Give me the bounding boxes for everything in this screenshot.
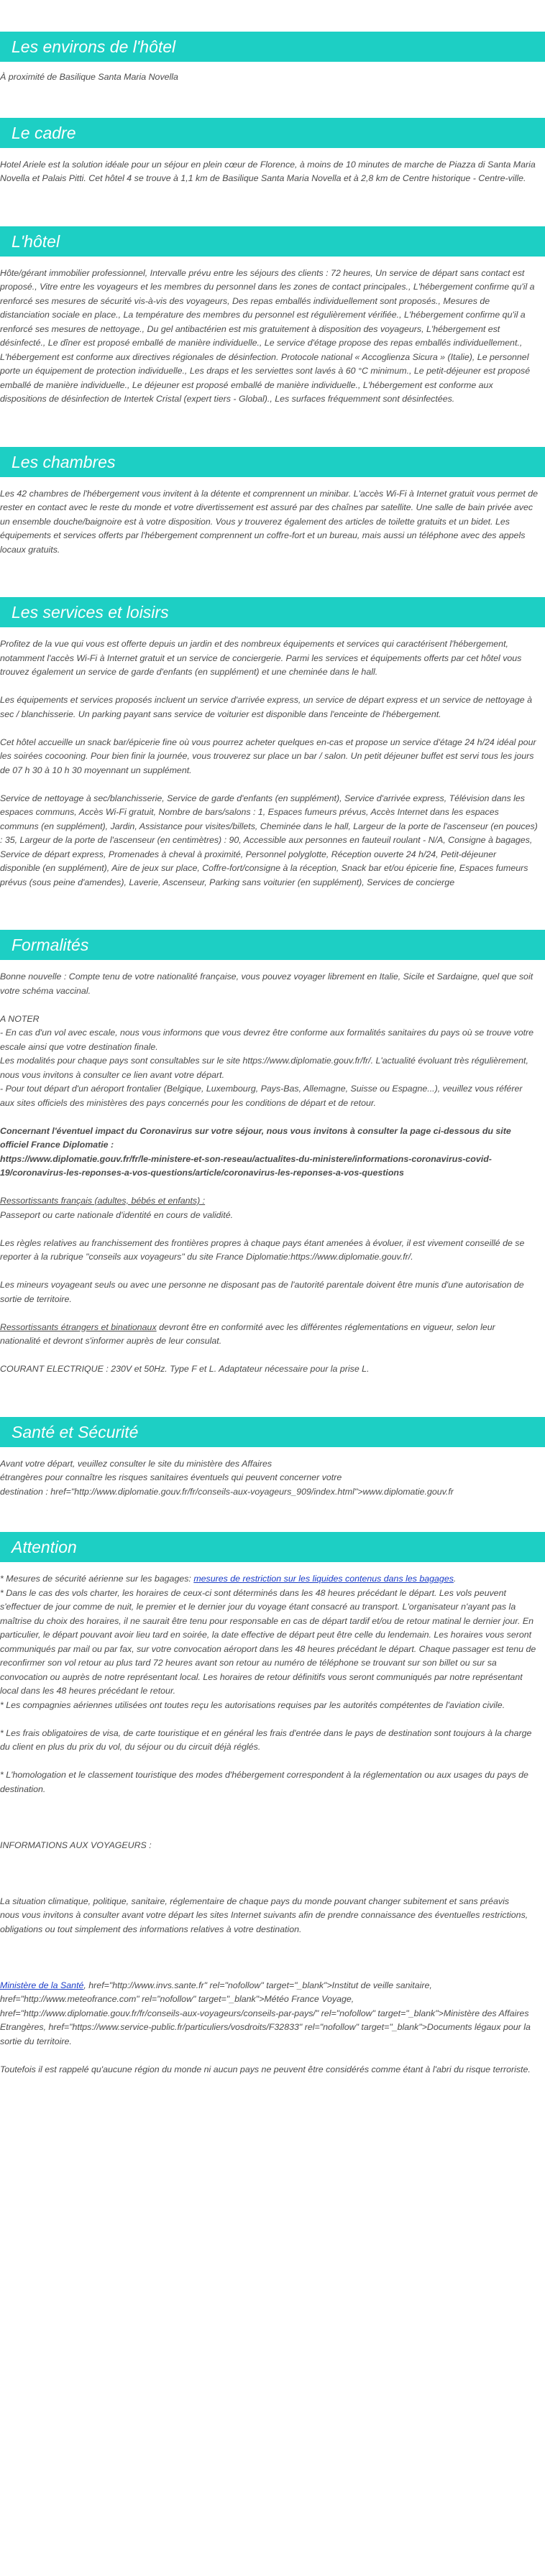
formalites-foreign-title: Ressortissants étrangers et binationaux [0,1321,157,1332]
formalites-fr-text: Passeport ou carte nationale d'identité en cours de validité. [0,1209,234,1220]
attention-paragraph-5: La situation climatique, politique, sanitaire, réglementaire de chaque pays du monde pouvant changer subitement et sans préavis nous vous invitons à consulter avant votre départ les sites Internet suivants afin de prendre connaissance des éventuelles restrictions, obligations ou tout simplement des informations relatives à votre destination. [0,1896,528,1934]
section-text: À proximité de Basilique Santa Maria Novella [0,72,178,82]
section-environs [0,32,545,114]
services-paragraph-4: Service de nettoyage à sec/blanchisserie, Service de garde d'enfants (en supplément), Service d'arrivée express, Télévision dans les espaces communs, Accès Wi-Fi gratuit, Nombre de bars/salons : 1, Espaces fumeurs prévus, Accès Internet dans les espaces communs (en supplément), Jardin, Assistance pour visites/billets, Cheminée dans le hall, Largeur de la porte de l'ascenseur (en pouces) : 35, Largeur de la porte de l'ascenseur (en centimètres) : 90, Accessible aux personnes en fauteuil roulant - N/A, Consigne à bagages, Service de départ express, Promenades à cheval à proximité, Personnel polyglotte, Réception ouverte 24 h/24, Petit-déjeuner disponible (en supplément), Aire de jeux sur place, Coffre-fort/consigne à la réception, Snack bar et/ou épicerie fine, Espaces fumeurs prévus (sous peine d'amendes), Laverie, Ascenseur, Parking sans voiturier (en supplément), Services de concierge [0,793,541,887]
section-chambres [0,447,545,594]
section-title: Attention [0,1532,545,1562]
section-title: Le cadre [0,118,545,148]
section-title: Les services et loisirs [0,597,545,627]
formalites-rules: Les règles relatives au franchissement des frontières propres à chaque pays étant amenées à évoluer, il est vivement conseillé de se reporter à la rubrique "conseils aux voyageurs" du site France Diplomatie:https://www.diplomatie.gouv.fr/. [0,1237,527,1262]
attention-p6-rest: , href="http://www.invs.sante.fr" rel="nofollow" target="_blank">Institut de veille sanitaire, href="http://www.meteofrance.com" rel="nofollow" target="_blank">Météo France Voyage, href="http://www.diplomatie.gouv.fr/fr/conseils-aux-voyageurs/conseils-par-pays/" rel="nofollow" target="_blank">Ministère des Affaires Etrangères, href="https://www.service-public.fr/particuliers/vosdroits/F32833" rel="nofollow" target="_blank">Documents légaux pour la sortie du territoire. [0,1980,533,2046]
section-text: Hotel Ariele est la solution idéale pour un séjour en plein cœur de Florence, à moins de 10 minutes de marche de Piazza di Santa Maria Novella et Palais Pitti. Cet hôtel 4 se trouve à 1,1 km de Basilique Santa Maria Novella et à 2,8 km de Centre historique - Centre-ville. [0,159,539,183]
section-title: Formalités [0,930,545,960]
formalites-foreign-text: devront être en conformité avec les différentes réglementations en vigueur, selon leur nationalité et devront s'informer auprès de leur consulat. [0,1321,498,1346]
section-text: Les 42 chambres de l'hébergement vous invitent à la détente et comprennent un minibar. L'accès Wi-Fi à Internet gratuit vous permet de rester en contact avec le reste du monde et votre divertissement est assuré par des chaînes par satellite. Une salle de bain privée avec un ensemble douche/baignoire est à votre disposition. Vous y trouverez également des articles de toilette gratuits et un bidet. Les équipements et services offerts par l'hébergement comprennent un coffre-fort et un bureau, mais aussi un téléphone avec des appels locaux gratuits. [0,488,541,555]
services-paragraph-1: Profitez de la vue qui vous est offerte depuis un jardin et des nombreux équipements et services qui caractérisent l'hébergement, notamment l'accès Wi-Fi à Internet gratuit et un service de conciergerie. Parmi les services et équipements offerts par cet hôtel vous trouvez également un service de garde d'enfants (en supplément) et une cheminée dans le hall. [0,639,524,677]
attention-paragraph-3: * L'homologation et le classement touristique des modes d'hébergement correspondent à la réglementation ou aux usages du pays de destination. [0,1770,531,1794]
attention-paragraph-4: INFORMATIONS AUX VOYAGEURS : [0,1839,152,1850]
section-attention [0,1532,545,2084]
services-paragraph-3: Cet hôtel accueille un snack bar/épicerie fine où vous pourrez acheter quelques en-cas et propose un service d'étage 24 h/24 idéal pour les soirées cocooning. Pour bien finir la journée, vous trouverez sur place un bar / salon. Un petit déjeuner buffet est servi tous les jours de 07 h 30 à 10 h 30 moyennant un supplément. [0,737,539,775]
attention-p1-start: * Mesures de sécurité aérienne sur les bagages: [0,1574,194,1584]
section-title: Les environs de l'hôtel [0,32,545,62]
attention-paragraph-7: Toutefois il est rappelé qu'aucune région du monde ni aucun pays ne peuvent être considérés comme étant à l'abri du risque terroriste. [0,2064,531,2074]
formalites-minors: Les mineurs voyageant seuls ou avec une personne ne disposant pas de l'autorité parentale doivent être munis d'une autorisation de sortie de territoire. [0,1280,527,1304]
ministere-sante-link[interactable]: Ministère de la Santé [0,1980,84,1990]
attention-paragraph-1 [0,1572,538,1712]
section-title: Les chambres [0,447,545,477]
formalites-foreign [0,1321,538,1349]
section-text: Hôte/gérant immobilier professionnel, Intervalle prévu entre les séjours des clients : 72 heures, Un service de départ sans contact est proposé., Vitre entre les voyageurs et les membres du personnel dans les zones de contact principales., L'hébergement confirme qu'il a renforcé ses mesures de sécurité vis-à-vis des voyageurs, Des repas emballés individuellement sont proposés., Mesures de distanciation sociale en place., La température des membres du personnel est régulièrement vérifiée., L'hébergement confirme qu'il a renforcé ses mesures de nettoyage., Du gel antibactérien est mis gratuitement à disposition des voyageurs, L'hébergement est désinfecté., Le dîner est proposé emballé de manière individuelle., Le service d'étage propose des repas emballés individuellement., L'hébergement est conforme aux directives régionales de désinfection. Protocole national « Accoglienza Sicura » (Italie), Le personnel porte un équipement de protection individuelle., Les draps et les serviettes sont lavés à 60 °C minimum., Le petit-déjeuner est proposé emballé de manière individuelle., Le déjeuner est proposé emballé de manière individuelle., L'hébergement est conforme aux dispositions de désinfection de Intertek Cristal (expert tiers - Global)., Les surfaces fréquemment sont désinfectées. [0,267,537,404]
formalites-fr-title: Ressortissants français (adultes, bébés et enfants) : [0,1196,206,1206]
formalites-note-title: A NOTER [0,1013,40,1024]
formalites-intro: Bonne nouvelle : Compte tenu de votre nationalité française, vous pouvez voyager librement en Italie, Sicile et Sardaigne, quel que soit votre schéma vaccinal. [0,971,536,996]
section-hotel [0,226,545,443]
formalites-note-lines: - En cas d'un vol avec escale, nous vous informons que vous devrez être conforme aux formalités sanitaires du pays où se trouve votre escale ainsi que votre destination finale. Les modalités pour chaque pays sont consultables sur le site https://www.diplomatie.gouv.fr/fr/. L'actualité évoluant très régulièrement, nous vous invitons à consulter ce lien avant votre départ. - Pour tout départ d'un aéroport frontalier (Belgique, Luxembourg, Pays-Bas, Allemagne, Suisse ou Espagne...), veuillez vous référer aux sites officiels des ministères des pays concernés pour les conditions de départ et de retour. [0,1028,534,1108]
section-title: Santé et Sécurité [0,1417,545,1447]
formalites-current: COURANT ELECTRIQUE : 230V et 50Hz. Type F et L. Adaptateur nécessaire pour la prise L. [0,1364,370,1374]
section-services [0,597,545,925]
attention-paragraph-6 [0,1979,538,2049]
section-cadre [0,118,545,222]
sante-text: Avant votre départ, veuillez consulter le site du ministère des Affaires étrangères pour connaître les risques sanitaires éventuels qui peuvent concerner votre destination : href="http://www.diplomatie.gouv.fr/fr/conseils-aux-voyageurs_909/index.html">www.diplomatie.gouv.fr [0,1458,454,1497]
services-paragraph-2: Les équipements et services proposés incluent un service d'arrivée express, un service de départ express et un service de nettoyage à sec / blanchisserie. Un parking payant sans service de voiturier est disponible dans l'enceinte de l'hébergement. [0,695,535,719]
section-title: L'hôtel [0,226,545,257]
formalites-covid-info: Concernant l'éventuel impact du Coronavirus sur votre séjour, nous vous invitons à consulter la page ci-dessous du site officiel France Diplomatie : https://www.diplomatie.gouv.fr/fr/le-ministere-et-son-reseau/actualites-du-ministere/informations-coronavirus-covid-19/coronavirus-les-reponses-a-vos-questions/article/coronavirus-les-reponses-a-vos-questions [0,1125,511,1178]
attention-paragraph-2: * Les frais obligatoires de visa, de carte touristique et en général les frais d'entrée dans le pays de destination sont toujours à la charge du client en plus du prix du vol, du séjour ou du circuit déjà réglés. [0,1727,534,1752]
section-sante [0,1417,545,1528]
liquids-restriction-link[interactable]: mesures de restriction sur les liquides contenus dans les bagages [193,1574,454,1584]
attention-p1-rest: . * Dans le cas des vols charter, les horaires de ceux-ci sont déterminés dans les 48 heures précédant le départ. Les vols peuvent s'effectuer de jour comme de nuit, le premier et le dernier jour du voyage étant consacré au transport. L'organisateur n'ayant pas la maîtrise du choix des horaires, il ne saurait être tenu pour responsable en cas de départ tardif et/ou de retour matinal le dernier jour. En particulier, le départ pouvant avoir lieu tard en soirée, la date effective de départ peut être celle du lendemain. Les horaires vous seront communiqués par mail ou par fax, sur votre convocation aéroport dans les 48 heures précédant le départ. Chaque passager est tenu de reconfirmer son vol retour au plus tard 72 heures avant son retour au numéro de téléphone se trouvant sur son billet ou sur sa convocation ou auprès de notre représentant local. Les horaires de retour définitifs vous seront communiqués par notre représentant local dans les 48 heures précédant le retour. * Les compagnies aériennes utilisées ont toutes reçu les autorisations requises par les autorités compétentes de l'aviation civile. [0,1574,536,1710]
section-formalites [0,930,545,1413]
